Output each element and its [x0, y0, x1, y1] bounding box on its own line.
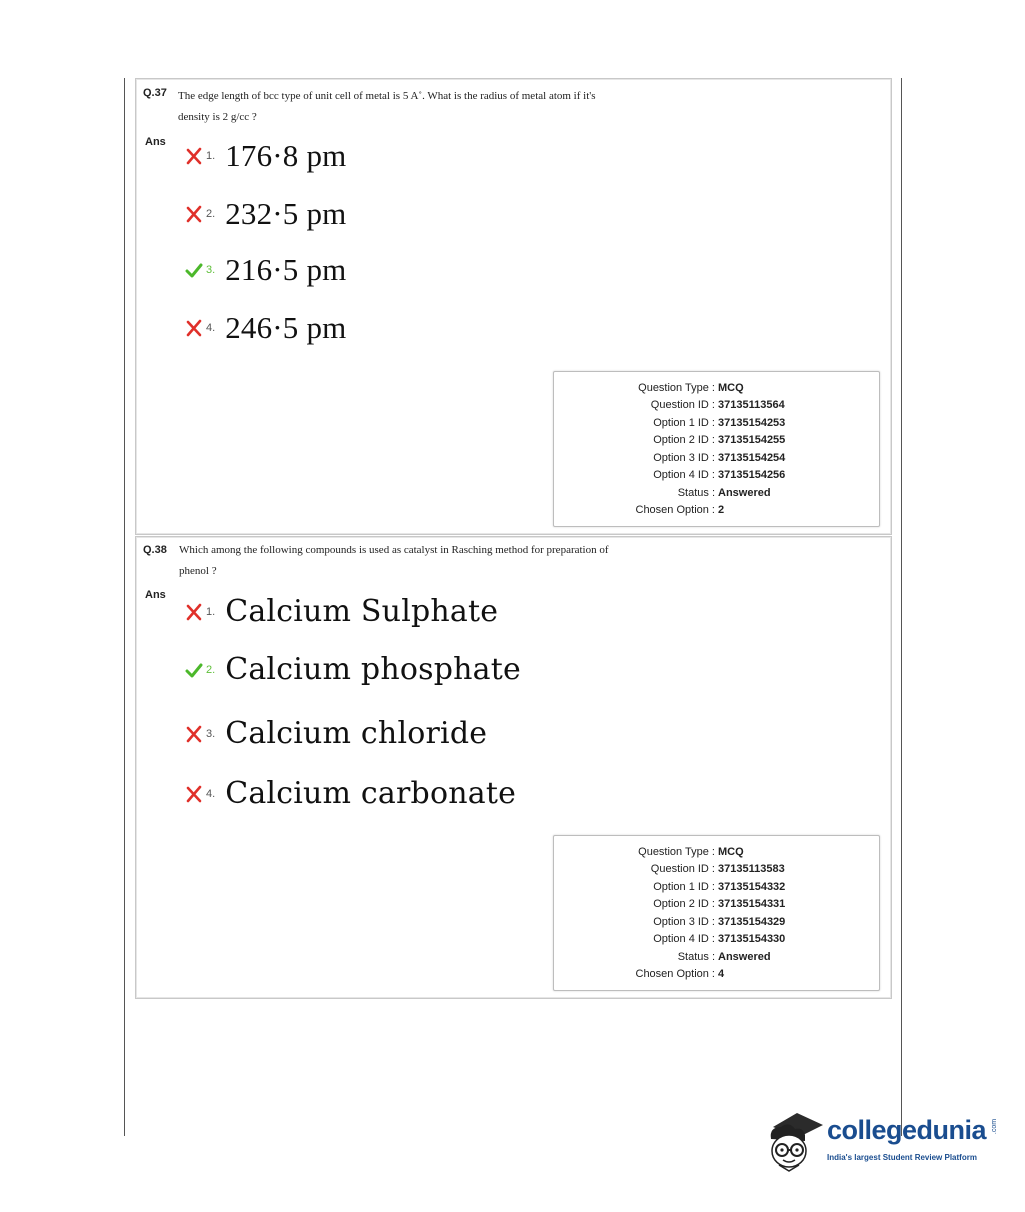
- ans-label: Ans: [145, 136, 166, 148]
- info-value: 37135113564: [718, 399, 785, 411]
- info-value: 37135154254: [718, 452, 786, 464]
- info-value: 37135154330: [718, 933, 786, 945]
- info-label: Option 4 ID :: [653, 933, 715, 945]
- logo-wordmark: collegedunia: [827, 1115, 987, 1145]
- info-value: MCQ: [718, 382, 744, 394]
- info-value: Answered: [718, 951, 771, 963]
- info-question-type: [554, 843, 879, 861]
- cross-icon: [185, 603, 203, 621]
- info-label: Option 4 ID :: [653, 469, 715, 481]
- info-label: Chosen Option :: [635, 504, 715, 516]
- info-label: Question Type :: [638, 382, 715, 394]
- option-text: Calcium phosphate: [225, 652, 521, 687]
- option-2: [185, 196, 346, 232]
- info-chosen-option: [554, 501, 879, 519]
- option-number: 3.: [206, 264, 216, 276]
- question-text-line: The edge length of bcc type of unit cell of metal is 5 A˚. What is the radius of metal atom if it's: [178, 90, 596, 102]
- option-number: 4.: [206, 787, 216, 800]
- info-label: Question ID :: [650, 399, 715, 411]
- option-3: [185, 716, 487, 751]
- question-text-line: density is 2 g/cc ?: [178, 111, 257, 123]
- question-info-panel: [553, 835, 880, 991]
- page-border-right: [901, 78, 902, 1136]
- option-text: 232·5 pm: [225, 196, 347, 231]
- info-value: MCQ: [718, 846, 744, 858]
- option-number: 3.: [206, 727, 216, 740]
- option-3: [185, 252, 346, 288]
- info-option4-id: [554, 466, 879, 484]
- info-question-type: [554, 379, 879, 397]
- option-number: 1.: [206, 605, 216, 618]
- ans-label: Ans: [145, 589, 166, 601]
- info-option3-id: [554, 449, 879, 467]
- option-text: 216·5 pm: [225, 252, 347, 287]
- option-text: Calcium chloride: [225, 716, 488, 751]
- option-1: [185, 594, 498, 629]
- info-chosen-option: [554, 965, 879, 983]
- check-icon: [185, 661, 203, 679]
- info-label: Option 1 ID :: [653, 417, 715, 429]
- info-label: Option 2 ID :: [653, 898, 715, 910]
- mascot-icon: [765, 1105, 825, 1175]
- info-value: 37135154329: [718, 916, 786, 928]
- option-4: [185, 776, 516, 811]
- logo-suffix: .com: [991, 1118, 999, 1135]
- info-label: Status :: [677, 951, 715, 963]
- info-value: 37135154331: [718, 898, 786, 910]
- info-status: [554, 484, 879, 502]
- info-option4-id: [554, 930, 879, 948]
- option-1: [185, 138, 346, 174]
- question-text-line: phenol ?: [179, 565, 217, 577]
- info-value: 2: [718, 504, 725, 516]
- option-4: [185, 310, 346, 346]
- info-value: 37135154253: [718, 417, 786, 429]
- cross-icon: [185, 725, 203, 743]
- option-number: 2.: [206, 663, 216, 676]
- info-label: Status :: [677, 487, 715, 499]
- option-text: 246·5 pm: [225, 310, 347, 345]
- option-text: Calcium Sulphate: [225, 594, 499, 629]
- info-option3-id: [554, 913, 879, 931]
- option-text: 176·8 pm: [225, 138, 347, 173]
- info-question-id: [554, 396, 879, 414]
- logo-tagline: India's largest Student Review Platform: [827, 1153, 977, 1162]
- info-value: 37135154332: [718, 881, 786, 893]
- info-label: Option 3 ID :: [653, 916, 715, 928]
- option-number: 4.: [206, 322, 216, 334]
- option-number: 2.: [206, 208, 216, 220]
- info-label: Option 3 ID :: [653, 452, 715, 464]
- info-value: Answered: [718, 487, 771, 499]
- info-value: 37135113583: [718, 863, 785, 875]
- question-text: [179, 540, 779, 582]
- question-info-panel: [553, 371, 880, 527]
- info-label: Option 2 ID :: [653, 434, 715, 446]
- question-text-line: Which among the following compounds is used as catalyst in Rasching method for preparation of: [179, 544, 609, 556]
- option-number: 1.: [206, 150, 216, 162]
- info-label: Question ID :: [650, 863, 715, 875]
- info-option2-id: [554, 895, 879, 913]
- info-status: [554, 948, 879, 966]
- info-option1-id: [554, 414, 879, 432]
- info-value: 4: [718, 968, 725, 980]
- check-icon: [185, 261, 203, 279]
- info-value: 37135154256: [718, 469, 786, 481]
- info-label: Question Type :: [638, 846, 715, 858]
- cross-icon: [185, 147, 203, 165]
- question-text: [178, 86, 778, 128]
- info-option1-id: [554, 878, 879, 896]
- cross-icon: [185, 785, 203, 803]
- info-question-id: [554, 860, 879, 878]
- option-text: Calcium carbonate: [225, 776, 517, 811]
- question-number: Q.38: [143, 544, 167, 556]
- info-option2-id: [554, 431, 879, 449]
- option-2: [185, 652, 521, 687]
- info-label: Chosen Option :: [635, 968, 715, 980]
- cross-icon: [185, 319, 203, 337]
- info-value: 37135154255: [718, 434, 786, 446]
- info-label: Option 1 ID :: [653, 881, 715, 893]
- cross-icon: [185, 205, 203, 223]
- collegedunia-logo: [765, 1105, 999, 1175]
- question-number: Q.37: [143, 87, 167, 99]
- page-border-left: [124, 78, 125, 1136]
